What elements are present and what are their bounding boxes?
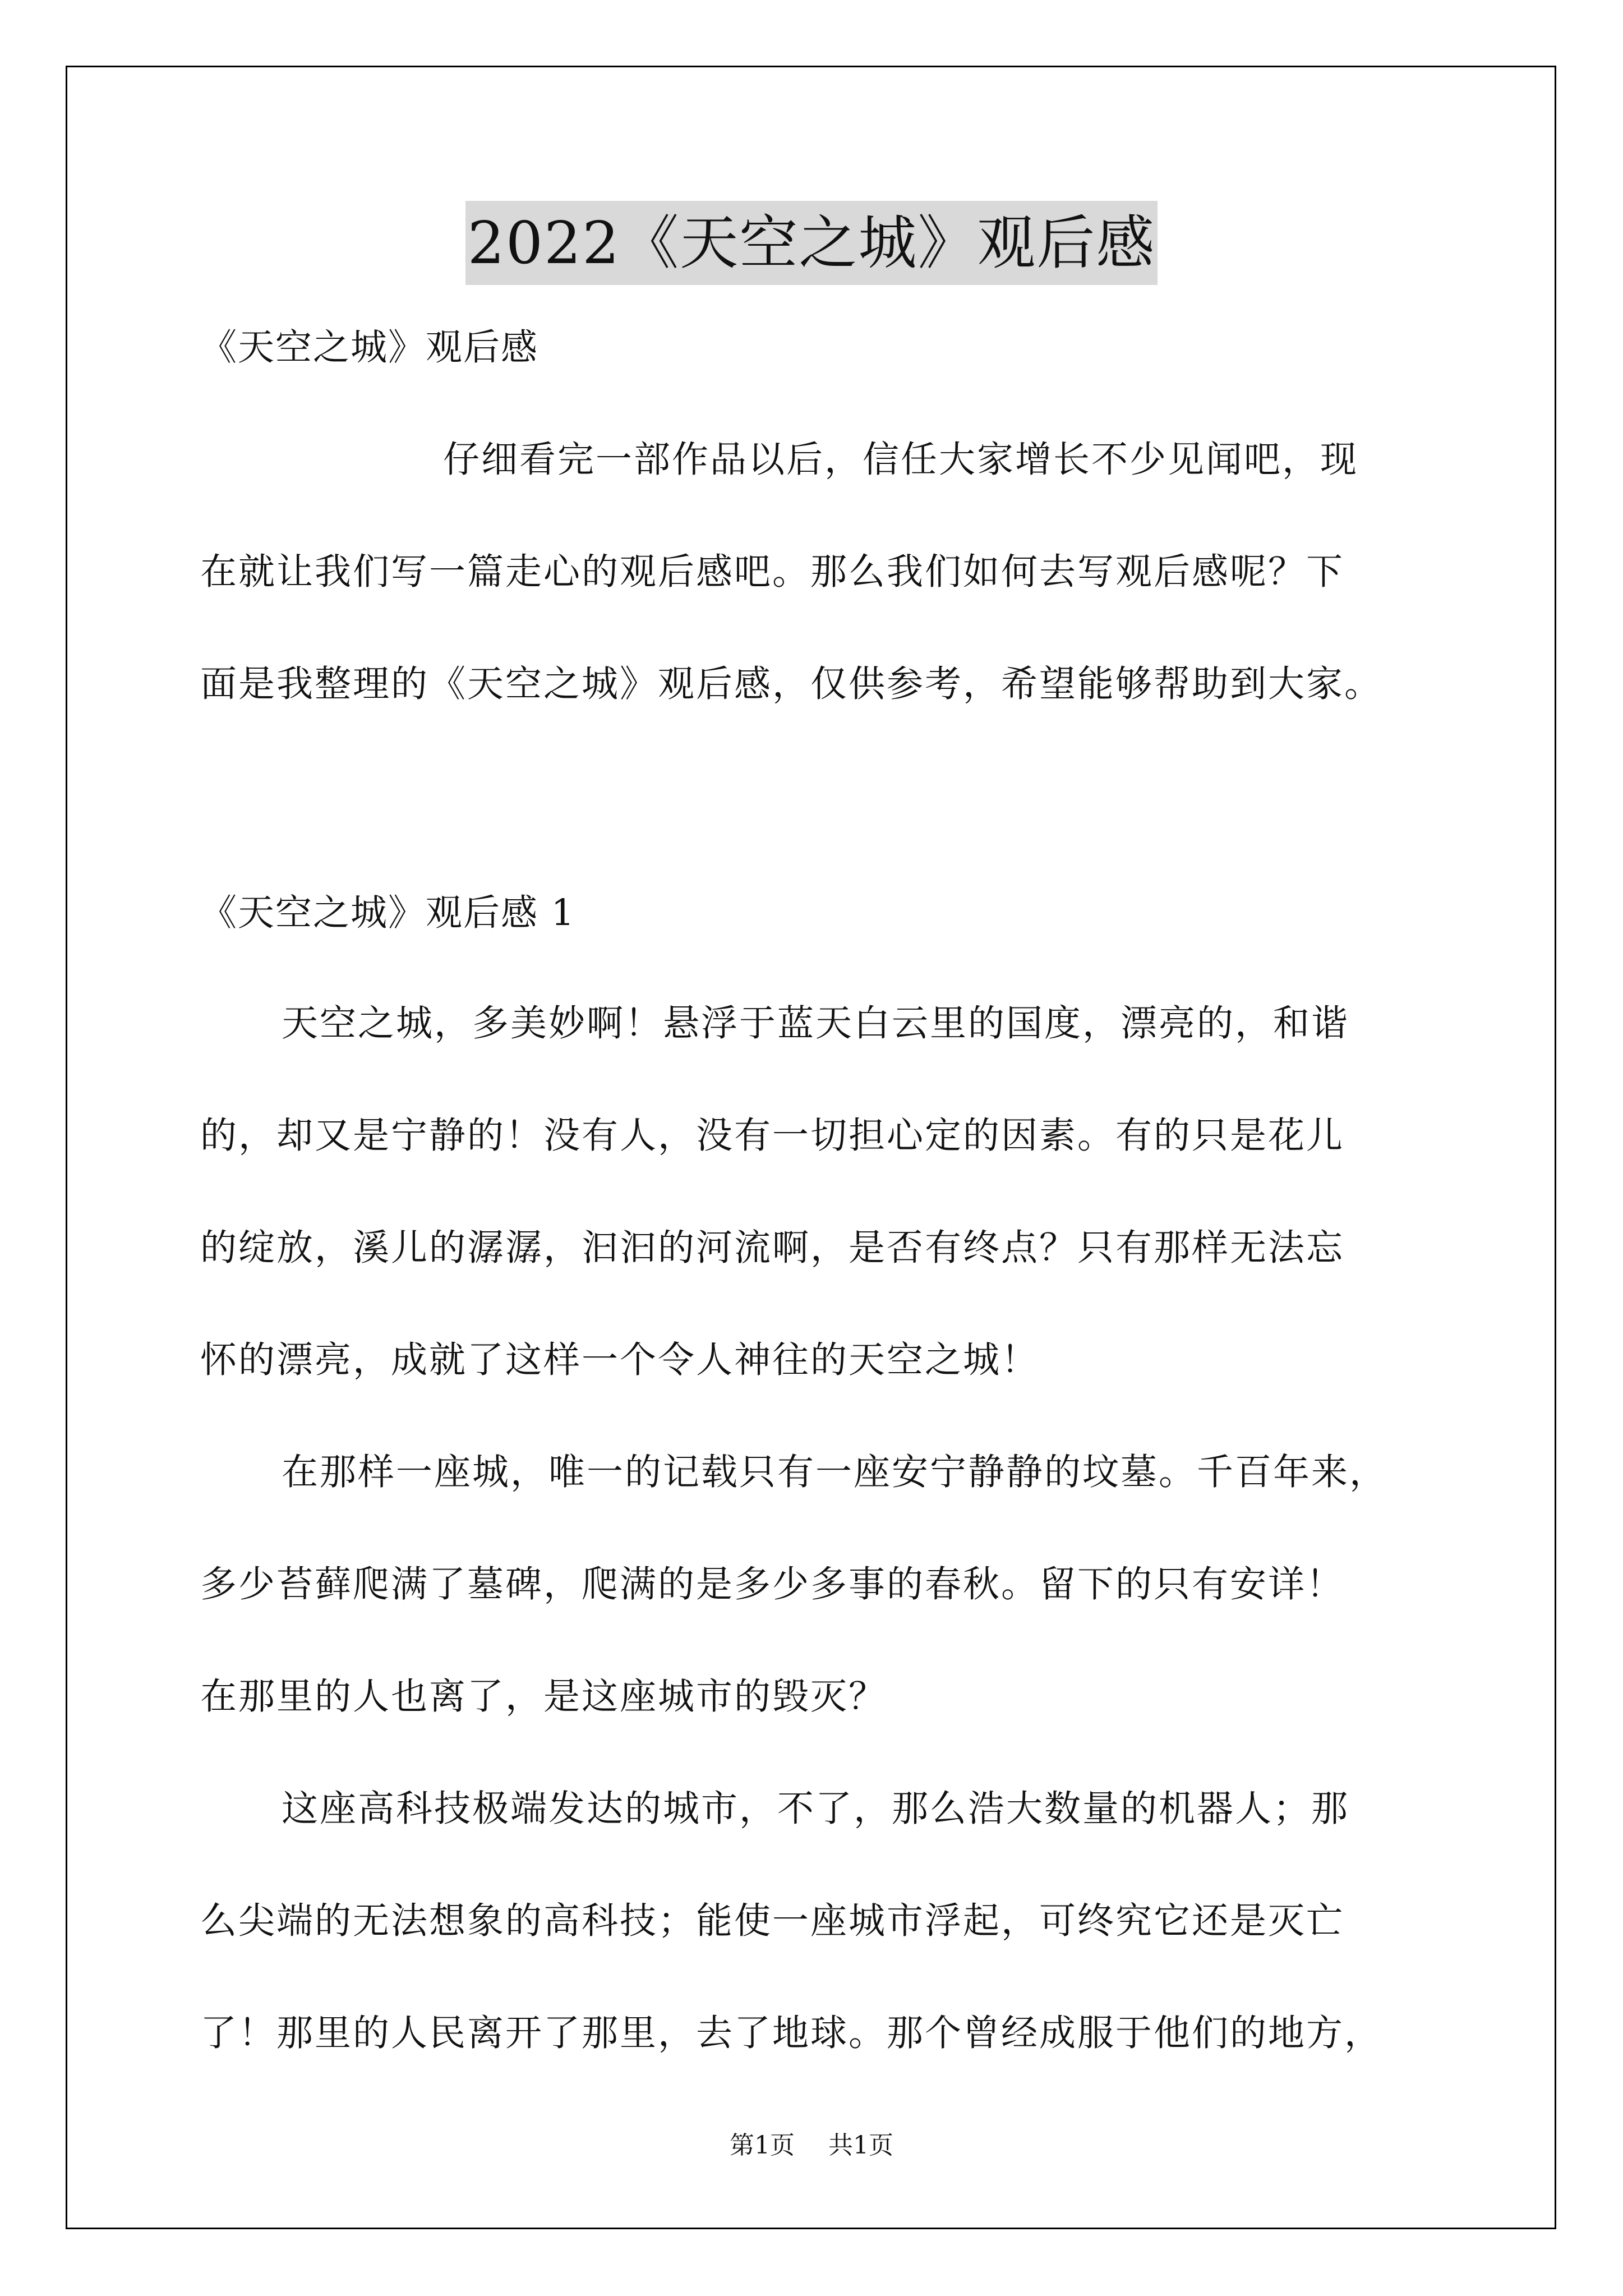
p3-line-2: 么尖端的无法想象的高科技；能使一座城市浮起，可终究它还是灭亡 <box>200 1900 1345 1942</box>
p1-line-4: 怀的漂亮，成就了这样一个令人神往的天空之城！ <box>200 1339 1040 1381</box>
p3-line-3: 了！那里的人民离开了那里，去了地球。那个曾经成服于他们的地方， <box>200 2012 1383 2054</box>
p1-line-1: 天空之城，多美妙啊！悬浮于蓝天白云里的国度，漂亮的，和谐 <box>282 1002 1350 1045</box>
section-heading: 《天空之城》观后感 1 <box>200 892 576 934</box>
p3-line-1: 这座高科技极端发达的城市，不了，那么浩大数量的机器人；那 <box>282 1788 1350 1830</box>
page-current: 第1页 <box>730 2131 795 2160</box>
p2-line-1: 在那样一座城，唯一的记载只有一座安宁静静的坟墓。千百年来， <box>282 1451 1388 1493</box>
p1-line-3: 的绽放，溪儿的潺潺，汩汩的河流啊，是否有终点？只有那样无法忘 <box>200 1227 1345 1269</box>
p2-line-3: 在那里的人也离了，是这座城市的毁灭？ <box>200 1676 887 1718</box>
intro-line-2: 在就让我们写一篇走心的观后感吧。那么我们如何去写观后感呢？下 <box>200 551 1345 593</box>
page-total: 共1页 <box>828 2131 893 2160</box>
p1-line-2: 的，却又是宁静的！没有人，没有一切担心定的因素。有的只是花儿 <box>200 1115 1345 1157</box>
document-heading: 《天空之城》观后感 <box>200 326 539 369</box>
p2-line-2: 多少苔藓爬满了墓碑，爬满的是多少多事的春秋。留下的只有安详！ <box>200 1563 1345 1605</box>
document-title: 2022《天空之城》观后感 <box>465 201 1158 285</box>
intro-line-3: 面是我整理的《天空之城》观后感，仅供参考，希望能够帮助到大家。 <box>200 663 1383 705</box>
title-container <box>0 201 1623 285</box>
intro-line-1: 仔细看完一部作品以后，信任大家增长不少见闻吧，现 <box>443 439 1359 481</box>
page-footer <box>0 2129 1623 2162</box>
